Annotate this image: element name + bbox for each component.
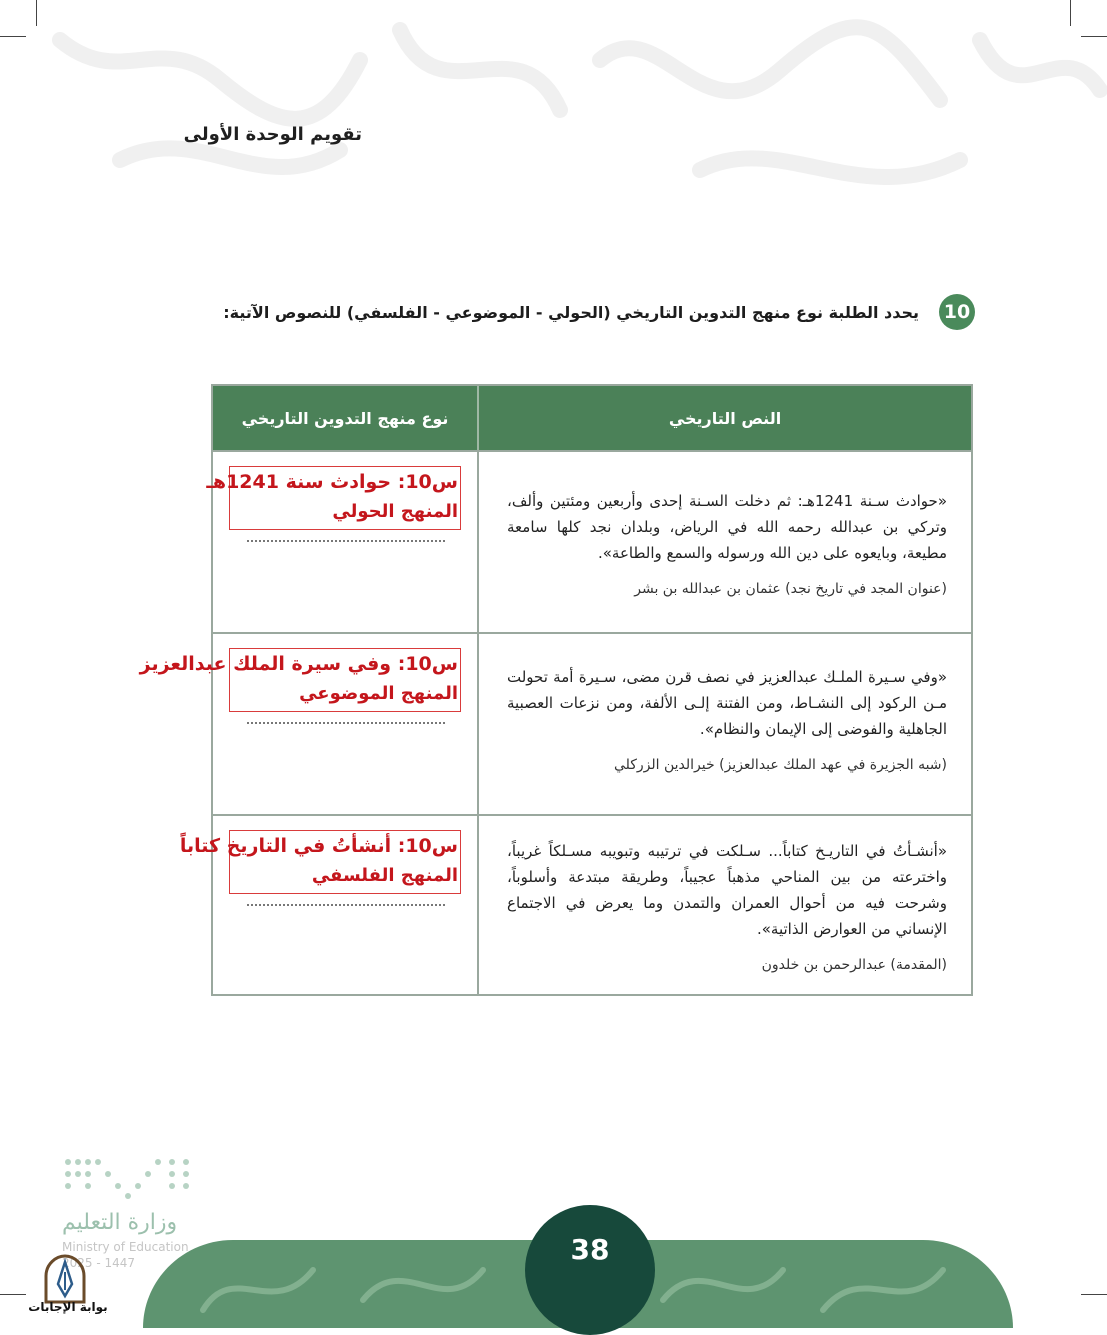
- header-method-type: نوع منهج التدوين التاريخي: [241, 408, 449, 428]
- answer-line-2: المنهج الفلسفي: [311, 865, 458, 886]
- ministry-name-arabic: وزارة التعليم: [62, 1210, 178, 1235]
- answer-line-1: س10: وفي سيرة الملك عبدالعزيز: [139, 653, 458, 675]
- historical-text-cell: [477, 634, 971, 814]
- unit-title: تقويم الوحدة الأولى: [183, 124, 362, 145]
- historical-texts-table: [139, 384, 973, 996]
- edition-year: 2025 - 1447: [62, 1256, 136, 1270]
- crop-mark: [0, 1294, 26, 1295]
- answer-box: [206, 466, 461, 530]
- crop-mark: [1081, 36, 1107, 37]
- answer-dotted-line: [247, 722, 445, 726]
- ministry-logo-icon: [62, 1156, 198, 1200]
- table-row: [139, 632, 971, 814]
- crop-mark: [0, 36, 26, 37]
- question-number-badge: 10: [939, 294, 975, 330]
- crop-mark: [1070, 0, 1071, 26]
- answer-dotted-line: [247, 904, 445, 908]
- historical-text: «وفي سـيرة الملـك عبدالعزيز في نصف قرن مضى، سـيرة أمة تحولت مـن الركود إلى النشـاط، ومن الفتنة إلـى الألفة، ومن نزعات العصبية الجاهلية والفوضى إلى الإيمان والنظام».: [507, 668, 947, 738]
- answer-box: [179, 830, 461, 894]
- table-header: [213, 386, 971, 450]
- ministry-name-english: Ministry of Education: [62, 1240, 189, 1254]
- answer-line-2: المنهج الموضوعي: [299, 683, 458, 704]
- answer-cell: [139, 634, 477, 814]
- historical-text-cell: [477, 816, 971, 994]
- text-source: (شبه الجزيرة في عهد الملك عبدالعزيز) خيرالدين الزركلي: [613, 757, 947, 773]
- crop-mark: [36, 0, 37, 26]
- watermark-text: بوابة الإجابات: [28, 1300, 108, 1314]
- page-number: 38: [525, 1205, 655, 1335]
- question-text: يحدد الطلبة نوع منهج التدوين التاريخي (الحولي - الموضوعي - الفلسفي) للنصوص الآتية:: [223, 302, 919, 322]
- answer-cell: [206, 452, 477, 632]
- answer-line-1: س10: أنشأتُ في التاريخ كتاباً: [179, 835, 458, 857]
- answer-line-1: س10: حوادث سنة 1241هـ: [206, 471, 458, 493]
- answer-cell: [179, 816, 477, 994]
- answer-dotted-line: [247, 540, 445, 544]
- table-row: [179, 814, 971, 994]
- text-source: (عنوان المجد في تاريخ نجد) عثمان بن عبدالله بن بشر: [634, 581, 947, 597]
- historical-text: «حوادث سـنة 1241هـ: ثم دخلت السـنة إحدى وأربعين ومئتين وألف، وتركي بن عبدالله رحمه الله في الرياض، وبلدان نجد كلها سامعة مطيعة، وبايعوه على دين الله ورسوله والسمع والطاعة».: [507, 492, 948, 562]
- header-historical-text: النص التاريخي: [477, 386, 971, 450]
- answer-box: [139, 648, 461, 712]
- crop-mark: [1081, 1294, 1107, 1295]
- text-source: (المقدمة) عبدالرحمن بن خلدون: [761, 957, 947, 973]
- calligraphy-background: [0, 0, 1107, 230]
- historical-text-cell: [477, 452, 971, 632]
- watermark-logo-icon: [42, 1254, 88, 1304]
- answer-line-2: المنهج الحولي: [332, 501, 458, 522]
- historical-text: «أنشـأتُ في التاريـخ كتاباً... سـلكت في ترتيبه وتبويبه مسـلكاً غريباً، واخترعته من بين المناحي مذهباً عجيباً، وطريقة مبتدعة وأسلوباً، وشرحت فيه من أحوال العمران والتمدن وما يعرض في الاجتماع الإنساني من العوارض الذاتية».: [507, 842, 947, 938]
- question-row: [190, 292, 975, 332]
- table-row: [206, 450, 971, 632]
